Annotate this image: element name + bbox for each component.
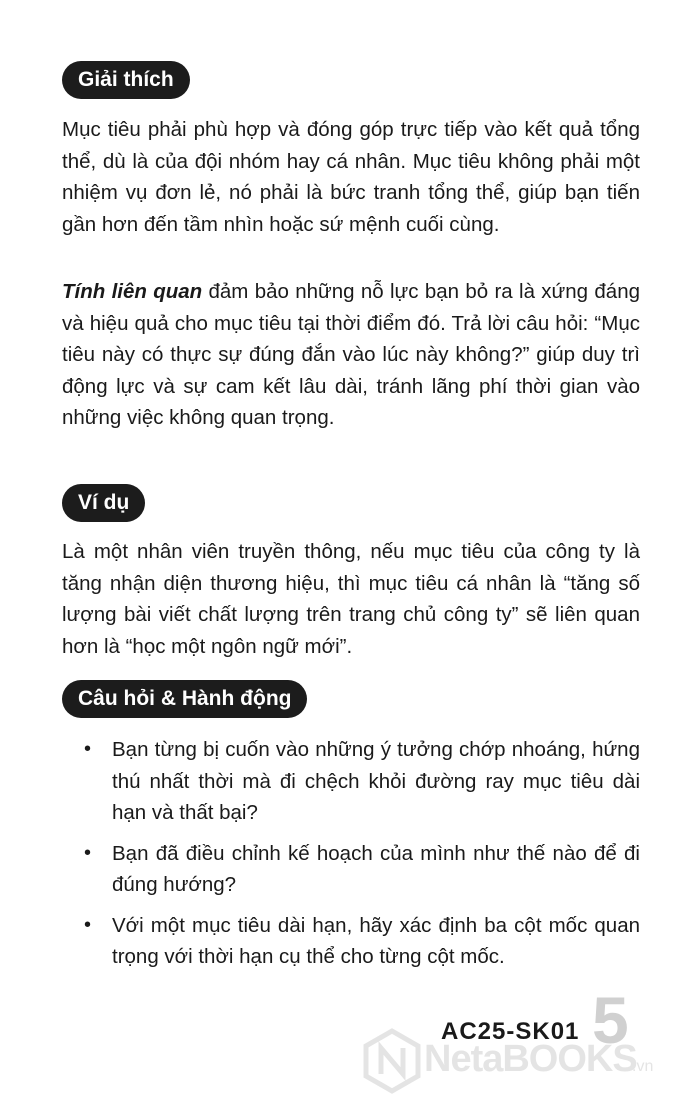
document-code: AC25-SK01 (441, 1018, 580, 1045)
list-item (62, 838, 640, 901)
section-heading-explain: Giải thích (62, 61, 190, 99)
explain-paragraph-2-rest: đảm bảo những nỗ lực bạn bỏ ra là xứng đáng và hiệu quả cho mục tiêu tại thời điểm đó. Trả lời câu hỏi: “Mục tiêu này có thực sự đúng đắn vào lúc này không?” giúp duy trì động lực và sự cam kết lâu dài, tránh lãng phí thời gian vào những việc không quan trọng. (62, 280, 640, 429)
emphasis-relevance: Tính liên quan (62, 280, 203, 303)
questions-list (62, 734, 640, 982)
section-heading-questions: Câu hỏi & Hành động (62, 680, 307, 718)
explain-paragraph-1: Mục tiêu phải phù hợp và đóng góp trực tiếp vào kết quả tổng thể, dù là của đội nhóm hay cá nhân. Mục tiêu không phải một nhiệm vụ đơn lẻ, nó phải là bức tranh tổng thể, giúp bạn tiến gần hơn đến tầm nhìn hoặc sứ mệnh cuối cùng. (62, 118, 640, 236)
list-item (62, 734, 640, 829)
list-item-text: Với một mục tiêu dài hạn, hãy xác định ba cột mốc quan trọng với thời hạn cụ thể cho từng cột mốc. (112, 913, 640, 968)
bullet-icon: • (84, 841, 92, 864)
list-item (62, 910, 640, 973)
bullet-icon: • (84, 738, 92, 760)
watermark-suffix: .vn (632, 1058, 654, 1075)
list-item-text: Bạn đã điều chỉnh kế hoạch của mình như thế nào để đi đúng hướng? (112, 841, 640, 896)
section-heading-example: Ví dụ (62, 484, 145, 522)
bullet-icon: • (84, 913, 92, 936)
watermark-brand: NetaBOOKS (424, 1038, 637, 1080)
watermark (362, 1028, 692, 1098)
example-paragraph: Là một nhân viên truyền thông, nếu mục tiêu của công ty là tăng nhận diện thương hiệu, thì mục tiêu cá nhân là “tăng số lượng bài viết chất lượng trên trang chủ công ty” sẽ liên quan hơn là “học một ngôn ngữ mới”. (62, 540, 640, 658)
list-item-text: Bạn từng bị cuốn vào những ý tưởng chớp nhoáng, hứng thú nhất thời mà đi chệch khỏi đường ray mục tiêu dài hạn và thất bại? (112, 738, 640, 824)
watermark-logo-icon (362, 1028, 422, 1094)
explain-paragraph-2 (62, 276, 640, 434)
page-number: 5 (592, 983, 629, 1057)
